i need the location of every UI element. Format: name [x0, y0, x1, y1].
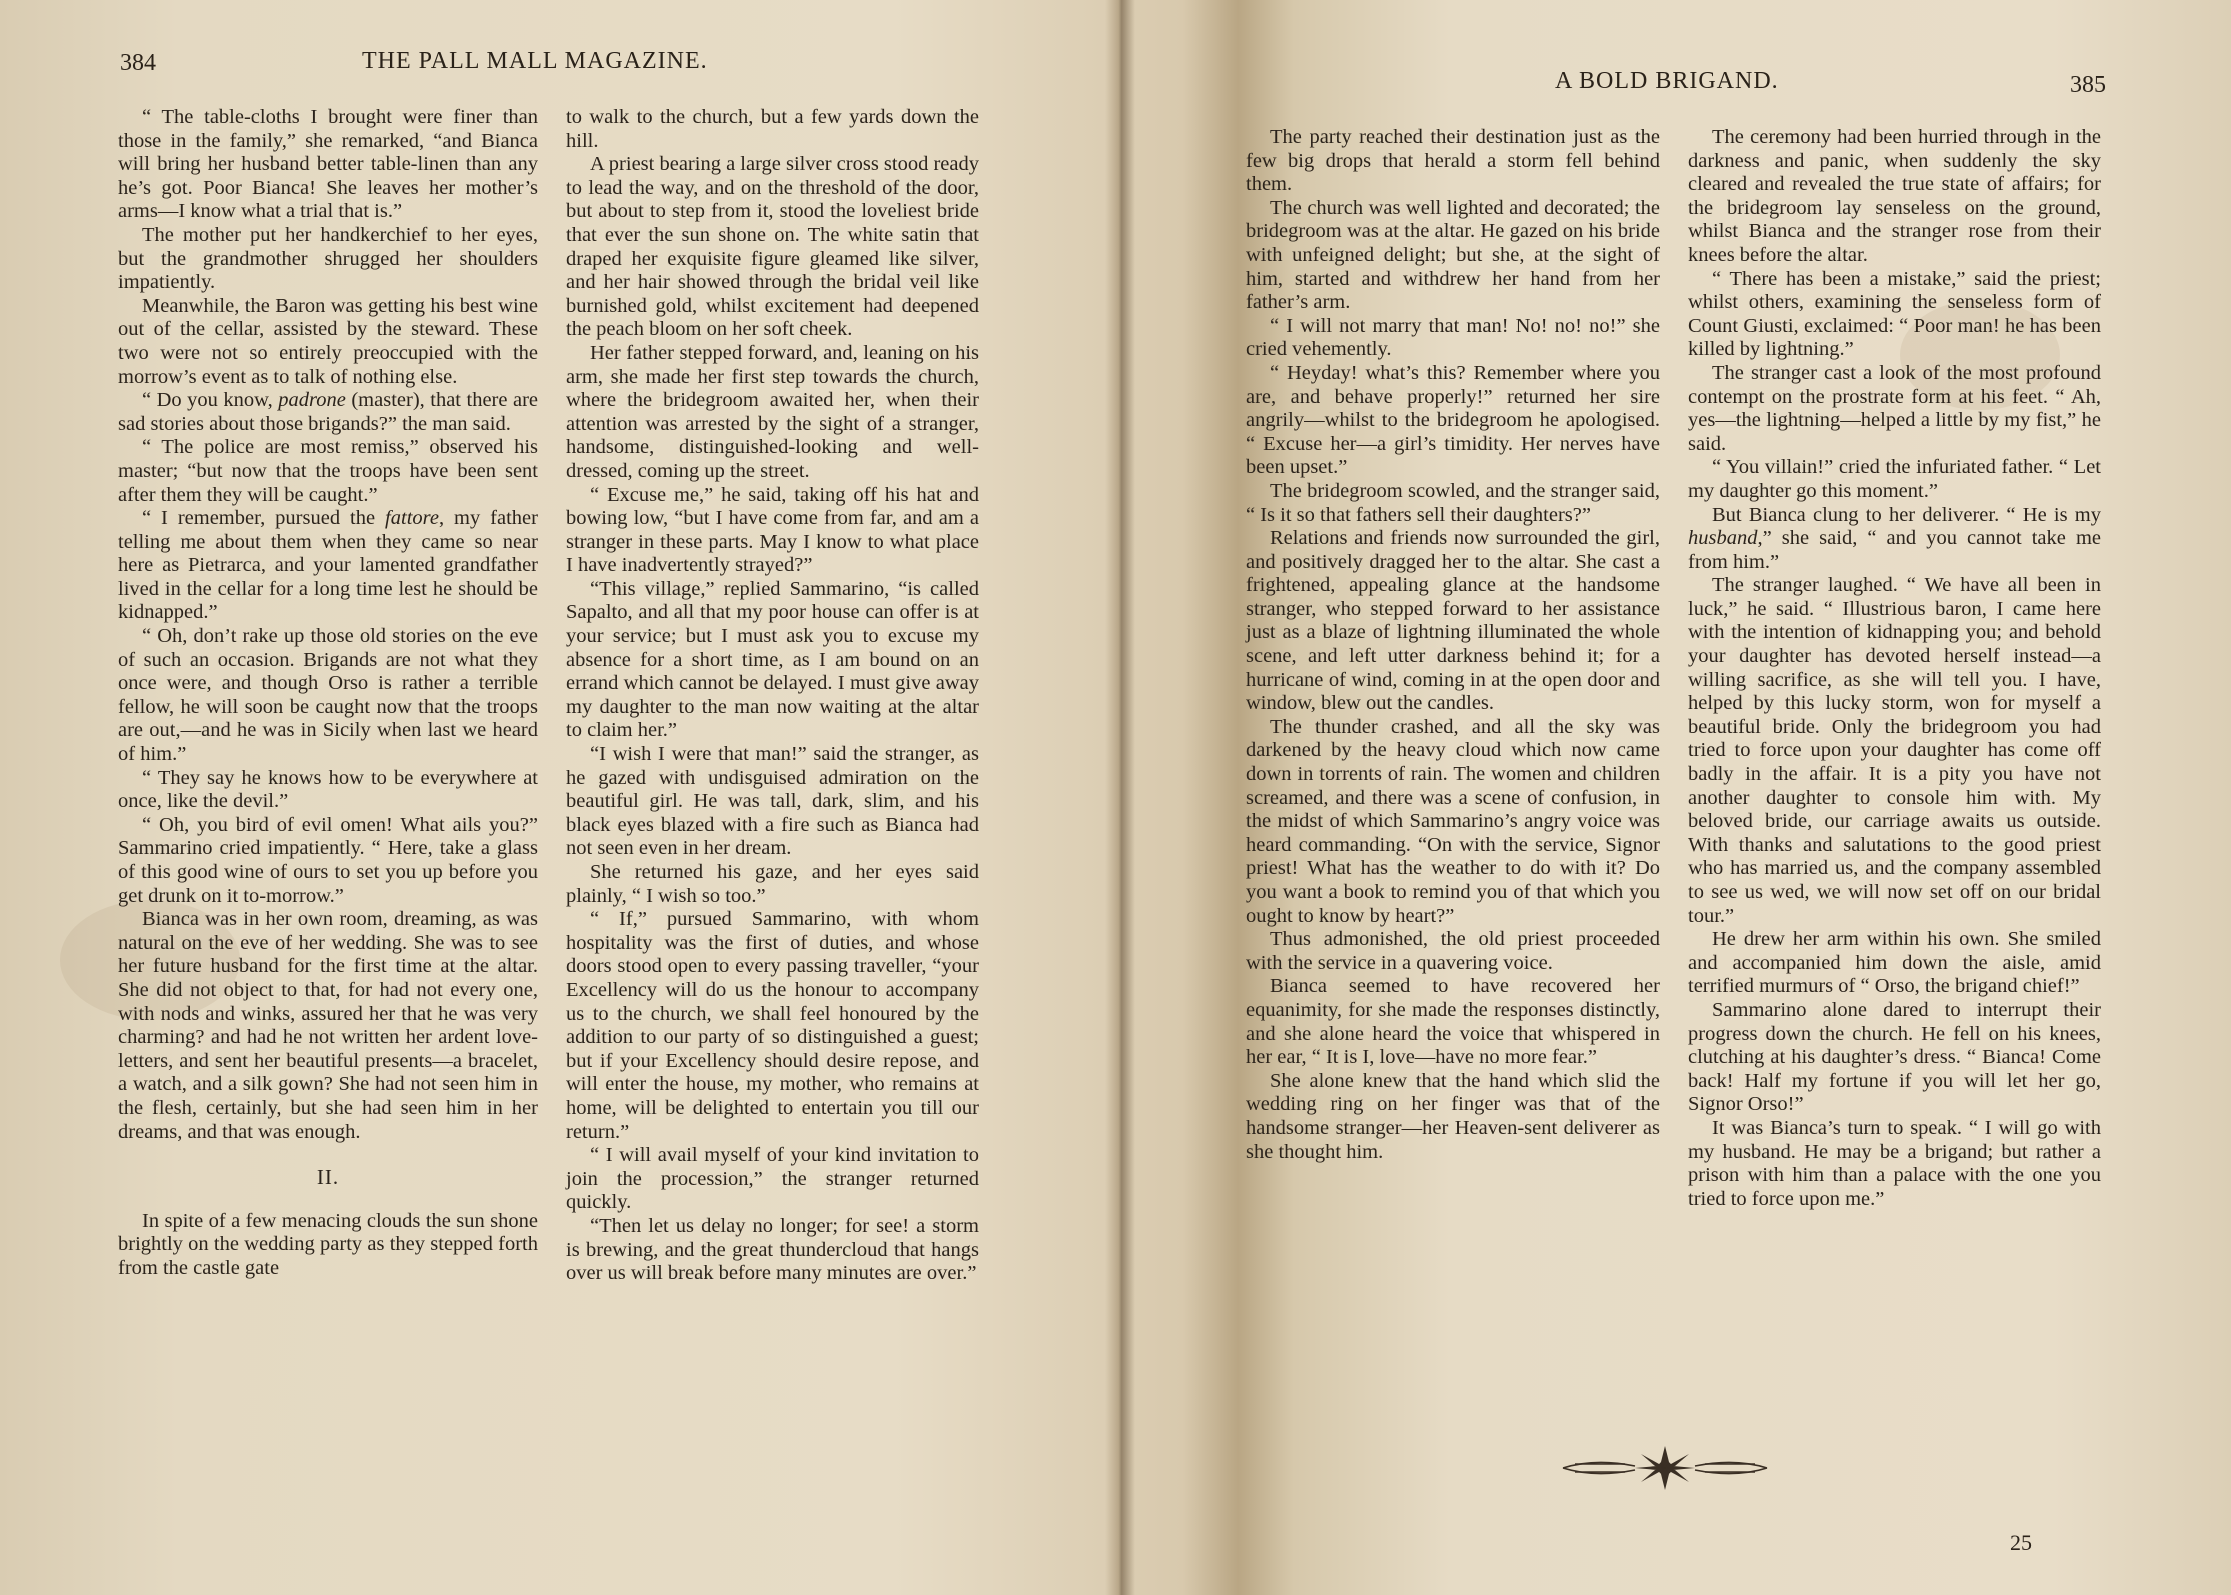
- paragraph: “ Oh, you bird of evil omen! What ails you?” Sammarino cried impatiently. “ Here, take a glass of this good wine of ours to set you up before you get drunk on it to-morrow.”: [118, 813, 538, 907]
- paragraph: [1688, 504, 2101, 575]
- paragraph-text: , my father telling me about them when they came so near here as Pietrarca, and your lamented grandfather lived in the cellar for a long time lest he should be kidnapped.”: [118, 507, 538, 624]
- paragraph-text: (master), that there are sad stories about those brigands?” the man said.: [118, 389, 538, 435]
- section-number: II.: [316, 1165, 340, 1190]
- paragraph: Meanwhile, the Baron was getting his best wine out of the cellar, assisted by the steward. These two were not so entirely preoccupied with the morrow’s event as to talk of nothing else.: [118, 294, 538, 388]
- paragraph: A priest bearing a large silver cross stood ready to lead the way, and on the threshold of the door, but about to step from it, stood the loveliest bride that ever the sun shone on. The white satin that draped her exquisite figure gleamed like silver, and her hair showed through the bridal veil like burnished gold, whilst excitement had deepened the peach bloom on her soft cheek.: [566, 153, 980, 341]
- right-page: [1130, 0, 2231, 1595]
- paragraph-text: “ Do you know,: [142, 389, 279, 412]
- paragraph: “ The police are most remiss,” observed his master; “but now that the troops have been sent after them they will be caught.”: [118, 436, 538, 506]
- paragraph: In spite of a few menacing clouds the sun shone brightly on the wedding party as they stepped forth from the castle gate: [118, 1209, 538, 1279]
- emphasized-word: fattore: [385, 507, 439, 530]
- paragraph: “Then let us delay no longer; for see! a storm is brewing, and the great thundercloud that hangs over us will break before many minutes are over.”: [566, 1214, 979, 1285]
- paragraph: “ Oh, don’t rake up those old stories on the eve of such an occasion. Brigands are not what they once were, and though Orso is rather a terrible fellow, he will soon be caught now that the troops are out,—and he was in Sicily when last we heard of him.”: [118, 625, 538, 766]
- paragraph: [118, 507, 538, 625]
- paragraph: It was Bianca’s turn to speak. “ I will go with my husband. He may be a brigand; but rather a prison with him than a palace with the one you tried to force upon me.”: [1688, 1116, 2101, 1210]
- paragraph: The stranger laughed. “ We have all been in luck,” he said. “ Illustrious baron, I came here with the intention of kidnapping you; and behold your daughter has devoted herself instead—a willing sacrifice, as she will tell you. I have, helped by this lucky storm, won for myself a beautiful bride. Only the bridegroom you had tried to force upon your daughter has come off badly in the affair. It is a pity you have not another daughter to console him with. My beloved bride, our carriage awaits us outside. With thanks and salutations to the good priest who has married us, and the company assembled to see us wed, we will now set off on our bridal tour.”: [1688, 574, 2101, 927]
- paragraph: The church was well lighted and decorated; the bridegroom was at the altar. He gazed on his bride with unfeigned delight; but she, at the sight of him, started and withdrew her hand from her father’s arm.: [1246, 196, 1660, 314]
- page-number: 384: [120, 50, 156, 76]
- paragraph: Bianca was in her own room, dreaming, as was natural on the eve of her wedding. She was to see her future husband for the first time at the altar. She did not object to that, for had not every one, with nods and winks, assured her that he was very charming? and had he not written her ardent love-letters, and sent her beautiful presents—a bracelet, a watch, and a silk gown? She had not seen him in the flesh, certainly, but she had seen him in her dreams, and that was enough.: [118, 908, 538, 1143]
- emphasized-word: padrone: [278, 389, 346, 412]
- text-column-1: [118, 106, 538, 1281]
- paragraph: Sammarino alone dared to interrupt their progress down the church. He fell on his knees, clutching at his daughter’s dress. “ Bianca! Come back! Half my fortune if you will let her go, Signor Orso!”: [1688, 998, 2101, 1116]
- text-column-2: [1688, 126, 2101, 1211]
- paragraph: The ceremony had been hurried through in the darkness and panic, when suddenly the sky cleared and revealed the true state of affairs; for the bridegroom lay senseless on the ground, whilst Bianca and the stranger rose from their knees before the altar.: [1688, 126, 2101, 266]
- paragraph: The stranger cast a look of the most profound contempt on the prostrate form at his feet. “ Ah, yes—the lightning—helped a little by my fist,” he said.: [1688, 361, 2101, 455]
- paragraph: “I wish I were that man!” said the stranger, as he gazed with undisguised admiration on the beautiful girl. He was tall, dark, slim, and his black eyes blazed with a fire such as Bianca had not seen even in her dream.: [566, 743, 979, 860]
- running-head: A BOLD BRIGAND.: [1555, 68, 1779, 94]
- emphasized-word: husband: [1688, 527, 1758, 550]
- left-page: [0, 0, 1110, 1595]
- text-column-2: [566, 106, 979, 1286]
- paragraph-text: ,” she said, “ and you cannot take me from him.”: [1688, 527, 2101, 573]
- paragraph: “ I will avail myself of your kind invitation to join the procession,” the stranger returned quickly.: [566, 1144, 979, 1214]
- page-number: 385: [2070, 72, 2106, 98]
- paragraph: She returned his gaze, and her eyes said plainly, “ I wish so too.”: [566, 861, 979, 907]
- paragraph: to walk to the church, but a few yards down the hill.: [566, 106, 979, 152]
- paragraph: “ The table-cloths I brought were finer than those in the family,” she remarked, “and Bianca will bring her husband better table-linen than any he’s got. Poor Bianca! She leaves her mother’s arms—I know what a trial that is.”: [118, 106, 538, 223]
- text-column-1: [1246, 126, 1660, 1164]
- paragraph: “ I will not marry that man! No! no! no!” she cried vehemently.: [1246, 314, 1660, 361]
- paragraph: “ Excuse me,” he said, taking off his hat and bowing low, “but I have come from far, and am a stranger in these parts. May I know to what place I have inadvertently strayed?”: [566, 483, 979, 577]
- paragraph: Relations and friends now surrounded the girl, and positively dragged her to the altar. She cast a frightened, appealing glance at the handsome stranger, who stepped forward to her assistance just as a blaze of lightning illuminated the whole scene, and left utter darkness behind it; for a hurricane of wind, coming in at the open door and window, blew out the candles.: [1246, 527, 1660, 715]
- paragraph: He drew her arm within his own. She smiled and accompanied him down the aisle, amid terrified murmurs of “ Orso, the brigand chief!”: [1688, 928, 2101, 998]
- paragraph: [118, 389, 538, 436]
- paragraph: “ Heyday! what’s this? Remember where you are, and behave properly!” returned her sire angrily—whilst to the bridegroom he apologised. “ Excuse her—a girl’s timidity. Her nerves have been upset.”: [1246, 361, 1660, 479]
- paragraph: The bridegroom scowled, and the stranger said, “ Is it so that fathers sell their daughters?”: [1246, 479, 1660, 526]
- paragraph: Thus admonished, the old priest proceeded with the service in a quavering voice.: [1246, 928, 1660, 974]
- signature-mark: 25: [2010, 1530, 2032, 1555]
- paragraph: “ There has been a mistake,” said the priest; whilst others, examining the senseless form of Count Giusti, exclaimed: “ Poor man! he has been killed by lightning.”: [1688, 267, 2101, 361]
- paragraph: The thunder crashed, and all the sky was darkened by the heavy cloud which now came down in torrents of rain. The women and children screamed, and there was a scene of confusion, in the midst of which Sammarino’s angry voice was heard commanding. “On with the service, Signor priest! What has the weather to do with it? Do you want a book to remind you of that which you ought to know by heart?”: [1246, 715, 1660, 927]
- paragraph: The party reached their destination just as the few big drops that herald a storm fell behind them.: [1246, 126, 1660, 196]
- paragraph: Bianca seemed to have recovered her equanimity, for she made the responses distinctly, and she alone heard the voice that whispered in her ear, “ It is I, love—have no more fear.”: [1246, 975, 1660, 1069]
- paragraph-text: But Bianca clung to her deliverer. “ He is my: [1712, 503, 2101, 526]
- paragraph: “ They say he knows how to be everywhere at once, like the devil.”: [118, 766, 538, 813]
- running-head: THE PALL MALL MAGAZINE.: [362, 48, 708, 74]
- paragraph: The mother put her handkerchief to her eyes, but the grandmother shrugged her shoulders impatiently.: [118, 223, 538, 294]
- paragraph: “This village,” replied Sammarino, “is called Sapalto, and all that my poor house can offer is at your service; but I must ask you to excuse my absence for a short time, as I am bound on an errand which cannot be delayed. I must give away my daughter to the man now waiting at the altar to claim her.”: [566, 577, 979, 742]
- paragraph: “ You villain!” cried the infuriated father. “ Let my daughter go this moment.”: [1688, 456, 2101, 502]
- paragraph: Her father stepped forward, and, leaning on his arm, she made her first step towards the church, where the bridegroom awaited her, when their attention was arrested by the sight of a stranger, handsome, distinguished-looking and well-dressed, coming up the street.: [566, 341, 979, 482]
- paragraph: “ If,” pursued Sammarino, with whom hospitality was the first of duties, and whose doors stood open to every passing traveller, “your Excellency will do us the honour to accompany us to the church, we shall feel honoured by the addition to our party of so distinguished a guest; but if your Excellency should desire repose, and will enter the house, my mother, who remains at home, will be delighted to entertain you till our return.”: [566, 908, 979, 1143]
- paragraph-text: “ I remember, pursued the: [142, 507, 386, 530]
- paragraph: She alone knew that the hand which slid the wedding ring on her finger was that of the handsome stranger—her Heaven-sent deliverer as she thought him.: [1246, 1069, 1660, 1163]
- tailpiece-ornament-icon: [1555, 1440, 1775, 1496]
